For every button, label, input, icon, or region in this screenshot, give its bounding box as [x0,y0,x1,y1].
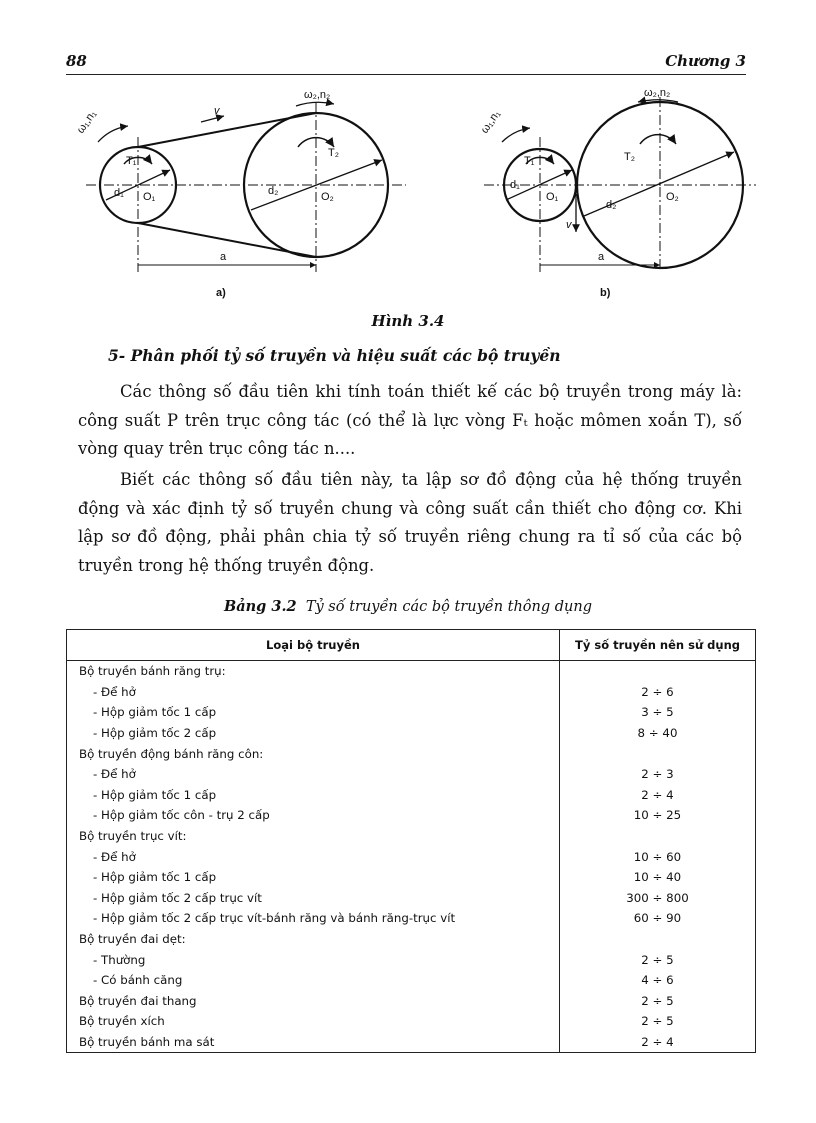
row-label: - Hộp giảm tốc 2 cấp trục vít [67,888,560,909]
row-label: Bộ truyền bánh ma sát [67,1032,560,1053]
row-label: - Hộp giảm tốc côn - trụ 2 cấp [67,805,560,826]
chapter-title: Chương 3 [665,52,746,70]
label-v: v [214,105,220,117]
figure-b-friction-drive [479,87,756,299]
label-omega2: ω₂,n₂ [304,89,331,101]
row-label: Bộ truyền trục vít: [67,826,560,847]
table-row [67,1011,756,1032]
table-row [67,785,756,806]
row-ratio: 2 ÷ 6 [560,682,756,703]
label-d1: d₁ [114,187,124,199]
label-omega1: ω₁,n₁ [74,108,99,136]
belt-top [138,113,316,147]
page-header [66,52,746,75]
row-ratio: 2 ÷ 3 [560,764,756,785]
ratio-table [66,629,756,1053]
label-t1: T₁ [126,155,137,167]
paragraph-2: Biết các thông số đầu tiên này, ta lập sơ đồ động của hệ thống truyền động và xác định tỷ số truyền chung và công suất cần thiết cho động cơ. Khi lập sơ đồ động, phải phân chia tỷ số truyền riêng chung ra tỉ số của các bộ truyền trong hệ thống truyền động. [78,470,742,575]
belt-bottom [138,223,316,257]
row-label: - Hộp giảm tốc 1 cấp [67,785,560,806]
row-ratio: 2 ÷ 4 [560,1032,756,1053]
omega2-arrow [296,102,334,106]
row-ratio: 10 ÷ 60 [560,846,756,867]
row-ratio: 2 ÷ 5 [560,991,756,1012]
page-number: 88 [66,52,87,70]
figure-caption: Hình 3.4 [371,312,445,330]
label-d2: d₂ [268,185,279,197]
row-label: Bộ truyền xích [67,1011,560,1032]
row-ratio: 10 ÷ 40 [560,867,756,888]
table-row [67,991,756,1012]
row-label: - Có bánh căng [67,970,560,991]
paragraph-1: Các thông số đầu tiên khi tính toán thiết kế các bộ truyền trong máy là: công suất P trên trục công tác (có thể là lực vòng Fₜ hoặc mômen xoắn T), số vòng quay trên trục công tác n.... [78,382,742,458]
table-caption-text: Tỷ số truyền các bộ truyền thông dụng [305,599,593,615]
table-row [67,702,756,723]
row-ratio: 2 ÷ 5 [560,1011,756,1032]
label-omega2-b: ω₂,n₂ [644,87,671,99]
label-t2: T₂ [328,147,339,159]
row-ratio [560,661,756,682]
label-v-b: v [566,219,572,231]
row-label: Bộ truyền bánh răng trụ: [67,661,560,682]
table-row [67,888,756,909]
label-o2-b: O₂ [666,191,679,203]
row-ratio [560,743,756,764]
table-row [67,1032,756,1053]
table-row [67,908,756,929]
figure-3-4 [66,82,756,307]
row-ratio: 2 ÷ 5 [560,949,756,970]
row-label: - Để hở [67,846,560,867]
table-row [67,764,756,785]
table-row [67,970,756,991]
row-ratio: 60 ÷ 90 [560,908,756,929]
table-row [67,805,756,826]
row-ratio: 8 ÷ 40 [560,723,756,744]
table-row [67,661,756,682]
row-label: Bộ truyền đai dẹt: [67,929,560,950]
table-row [67,929,756,950]
label-o2: O₂ [321,191,334,203]
row-label: - Để hở [67,682,560,703]
row-label: - Để hở [67,764,560,785]
row-label: - Hộp giảm tốc 1 cấp [67,702,560,723]
row-ratio [560,826,756,847]
omega1-arrow [98,126,128,142]
table-row [67,743,756,764]
label-t1-b: T₁ [524,155,535,167]
row-label: - Hộp giảm tốc 2 cấp trục vít-bánh răng và bánh răng-trục vít [67,908,560,929]
row-ratio: 4 ÷ 6 [560,970,756,991]
label-a-b: a [598,251,605,263]
label-o1: O₁ [143,191,156,203]
row-label: Bộ truyền đai thang [67,991,560,1012]
row-ratio: 2 ÷ 4 [560,785,756,806]
table-row [67,723,756,744]
table-header-ratio: Tỷ số truyền nên sử dụng [560,630,756,661]
table-row [67,826,756,847]
label-o1-b: O₁ [546,191,559,203]
table-row [67,682,756,703]
row-ratio: 3 ÷ 5 [560,702,756,723]
table-row [67,867,756,888]
label-d1-b: d₁ [510,179,520,191]
table-row [67,949,756,970]
figure-b-label: b) [600,287,611,299]
row-label: - Thường [67,949,560,970]
label-omega1-b: ω₁,n₁ [478,108,503,136]
row-label: Bộ truyền động bánh răng côn: [67,743,560,764]
row-ratio [560,929,756,950]
label-d2-b: d₂ [606,199,617,211]
label-a: a [220,251,227,263]
row-label: - Hộp giảm tốc 2 cấp [67,723,560,744]
table-caption [0,598,816,615]
row-ratio: 10 ÷ 25 [560,805,756,826]
velocity-arrow [201,116,224,122]
table-header-type: Loại bộ truyền [67,630,560,661]
table-row [67,846,756,867]
section-title: 5- Phân phối tỷ số truyền và hiệu suất các bộ truyền [108,346,561,365]
row-label: - Hộp giảm tốc 1 cấp [67,867,560,888]
figure-a-label: a) [216,287,226,299]
label-t2-b: T₂ [624,151,635,163]
figure-a-belt-drive [75,89,406,299]
table-caption-number: Bảng 3.2 [223,598,297,615]
row-ratio: 300 ÷ 800 [560,888,756,909]
